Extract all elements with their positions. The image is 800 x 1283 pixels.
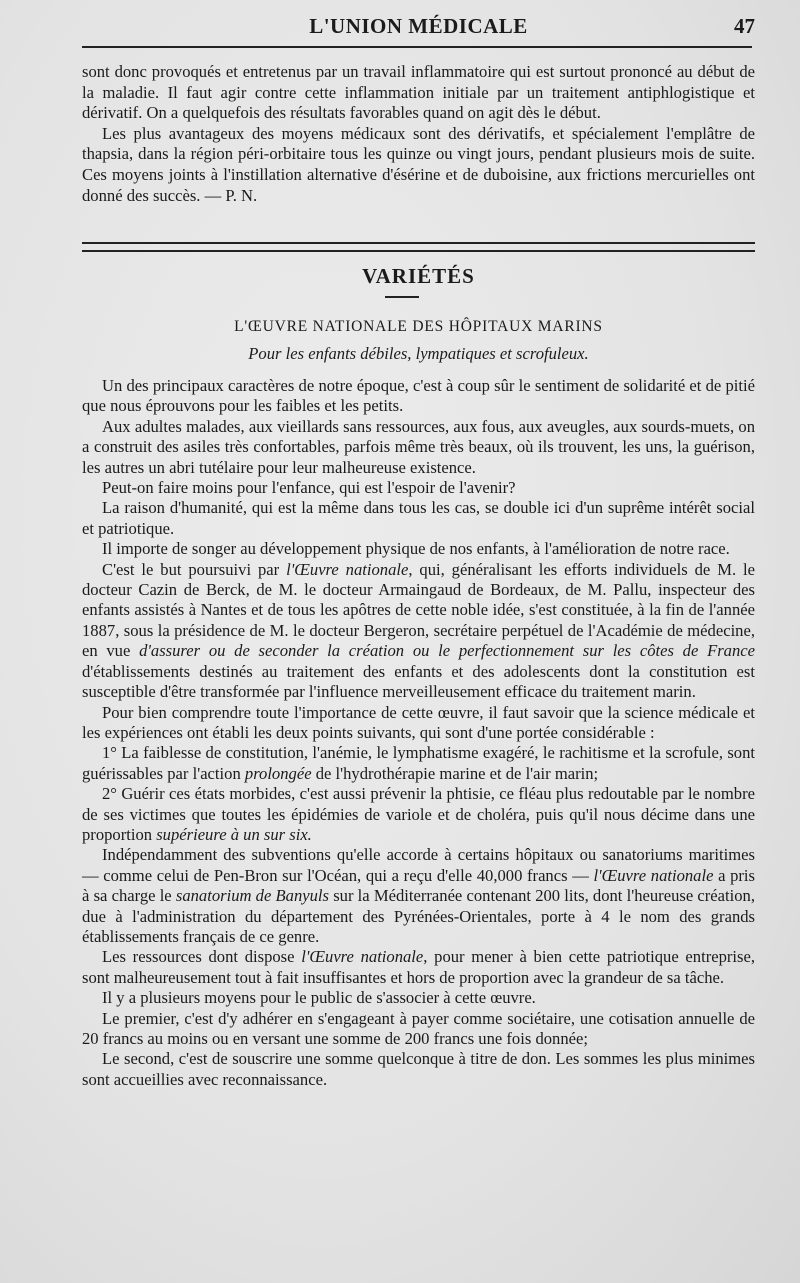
page-number: 47 [734, 14, 755, 38]
body-paragraph-14: Le second, c'est de souscrire une somme quelconque à titre de don. Les sommes les plus minimes sont accueillies avec reconnaissance. [82, 1049, 755, 1089]
body-paragraph-5: Il importe de songer au développement physique de nos enfants, à l'amélioration de notre race. [102, 539, 730, 559]
emphasis: supérieure à un sur six. [156, 824, 312, 844]
emphasis: prolongée [244, 763, 312, 783]
text-run: C'est le but poursuivi par [102, 559, 287, 579]
body-paragraph-12: Il y a plusieurs moyens pour le public de s'associer à cette œuvre. [102, 988, 536, 1008]
header-rule [82, 46, 752, 48]
body-paragraph-13: Le premier, c'est d'y adhérer en s'engageant à payer comme sociétaire, une cotisation annuelle de 20 francs au moins ou en versant une somme de 200 francs une fois donnée; [82, 1008, 755, 1048]
article-subtitle: Pour les enfants débiles, lympatiques et scrofuleux. [248, 344, 589, 363]
body-paragraph-11 [82, 947, 755, 988]
body-paragraph-2: Aux adultes malades, aux vieillards sans ressources, aux fous, aux aveugles, aux sourds-muets, on a construit des asiles très confortables, parfois même très beaux, où ils trouvent, les uns, la guérison, les autres un abri tutélaire pour leur malheureuse existence. [82, 416, 755, 477]
emphasis: d'assurer ou de seconder la création ou le perfectionnement sur les côtes de France [139, 641, 755, 661]
text-run: 2° Guérir ces états morbides, c'est aussi prévenir la phtisie, ce fléau plus redoutable par le nombre de ses victimes que toutes les épidémies de variole et de choléra, puis qu'il nous décime dans une proportion [82, 784, 755, 844]
text-run: Indépendamment des subventions qu'elle accorde à certains hôpitaux ou sanatoriums maritimes — comme celui de Pen-Bron sur l'Océan, qui a reçu d'elle 40,000 francs — [82, 845, 755, 885]
body-paragraph-1: Un des principaux caractères de notre époque, c'est à coup sûr le sentiment de solidarité et de pitié que nous éprouvons pour les faibles et les petits. [82, 376, 755, 416]
text-run: sur la Méditerranée contenant 200 lits, dont l'heureuse création, due à l'administration du département des Pyrénées-Orientales, porte à 4 le nom des grands établissements français de ce genre. [82, 886, 755, 946]
emphasis: l'Œuvre nationale [301, 947, 424, 967]
body-paragraph-10 [82, 845, 755, 947]
body-paragraph-8 [82, 743, 755, 784]
intro-text [82, 62, 755, 206]
emphasis: sanatorium de Banyuls [175, 886, 329, 906]
intro-paragraph-1: sont donc provoqués et entretenus par un travail inflammatoire qui est surtout prononcé au début de la maladie. Il faut agir contre cette inflammation initiale par un traitement antiphlogistique et dérivatif. On a quelquefois des résultats favorables quand on agit dès le début. [82, 62, 755, 123]
emphasis: l'Œuvre nationale [593, 865, 714, 885]
body-paragraph-3: Peut-on faire moins pour l'enfance, qui est l'espoir de l'avenir? [102, 478, 516, 498]
body-paragraph-7: Pour bien comprendre toute l'importance de cette œuvre, il faut savoir que la science médicale et les expériences ont établi les deux points suivants, qui sont d'une portée considérable : [82, 702, 755, 742]
title-underline [385, 296, 419, 298]
text-run: , qui, généralisant les efforts individuels de M. le docteur Cazin de Berck, de M. le docteur Armaingaud de Bordeaux, de M. Pallu, inspecteur des enfants assistés à Nantes et de tous les apôtres de cette noble idée, s'est constituée, à la fin de l'année 1887, sous la présidence de M. le docteur Bergeron, secrétaire perpétuel de l'Académie de médecine, en vue [82, 559, 755, 661]
text-run: 1° La faiblesse de constitution, l'anémie, le lymphatisme exagéré, le rachitisme et la scrofule, sont guérissables par l'action [82, 743, 755, 783]
article-title: L'ŒUVRE NATIONALE DES HÔPITAUX MARINS [234, 318, 603, 335]
body-paragraph-9 [82, 784, 755, 845]
section-divider [82, 242, 755, 252]
intro-paragraph-2: Les plus avantageux des moyens médicaux sont des dérivatifs, et spécialement l'emplâtre de thapsia, dans la région péri-orbitaire tous les quinze ou vingt jours, pendant plusieurs mois de suite. Ces moyens joints à l'instillation alternative d'ésérine et de duboisine, aux frictions mercurielles ont donné des succès. — P. N. [82, 123, 755, 205]
body-paragraph-6 [82, 560, 755, 703]
article-body [82, 376, 755, 1090]
running-title: L'UNION MÉDICALE [309, 14, 528, 38]
text-run: , pour mener à bien cette patriotique entreprise, sont malheureusement tout à fait insuffisantes et hors de proportion avec la grandeur de sa tâche. [82, 947, 755, 987]
body-paragraph-4: La raison d'humanité, qui est la même dans tous les cas, se double ici d'un suprême intérêt social et patriotique. [82, 498, 755, 538]
page-header [82, 10, 755, 44]
text-run: d'établissements destinés au traitement des enfants et des adolescents dont la constitution est susceptible d'être transformée par l'influence merveilleusement efficace du traitement marin. [82, 661, 755, 702]
text-run: Les ressources dont dispose [102, 947, 302, 967]
text-run: a pris à sa charge le [82, 865, 755, 906]
section-title: VARIÉTÉS [362, 264, 475, 288]
emphasis: l'Œuvre nationale [286, 559, 409, 579]
text-run: de l'hydrothérapie marine et de l'air marin; [311, 763, 599, 783]
